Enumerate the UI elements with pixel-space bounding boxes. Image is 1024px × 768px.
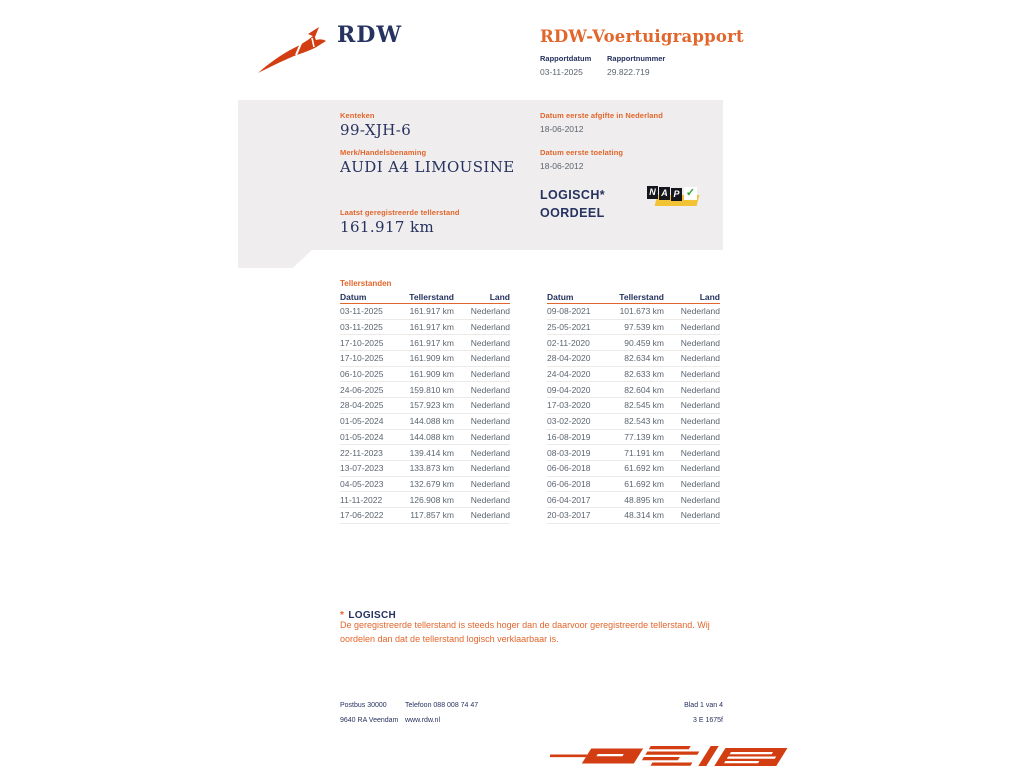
cell-datum: 24-04-2020 (547, 369, 591, 380)
table-row (547, 445, 720, 461)
vehicle-summary-box-tab (238, 250, 312, 268)
rdw-stripes-graphic (550, 744, 792, 768)
cell-datum: 03-11-2025 (340, 306, 383, 317)
table-row (340, 445, 510, 461)
nap-logo (647, 186, 699, 210)
footnote-asterisk: * (340, 610, 344, 621)
cell-datum: 06-06-2018 (547, 463, 591, 474)
cell-land: Nederland (470, 353, 510, 364)
table-row (547, 367, 720, 383)
table-row (547, 477, 720, 493)
cell-datum: 17-10-2025 (340, 337, 384, 348)
cell-land: Nederland (680, 400, 720, 411)
table-row (547, 414, 720, 430)
cell-datum: Datum (547, 291, 574, 302)
cell-tellerstand: 157.923 km (409, 400, 454, 411)
cell-datum: 24-06-2025 (340, 384, 384, 395)
report-number-value: 29.822.719 (607, 67, 650, 77)
cell-land: Nederland (470, 416, 510, 427)
nap-checkmark-icon: ✓ (685, 187, 696, 199)
toelating-value: 18-06-2012 (540, 161, 584, 171)
cell-tellerstand: 117.857 km (410, 510, 454, 521)
table-row (340, 304, 510, 320)
tellerstand-value: 161.917 km (340, 218, 435, 236)
table-row (547, 320, 720, 336)
cell-tellerstand: 71.191 km (624, 447, 664, 458)
cell-tellerstand: 144.088 km (409, 431, 454, 442)
cell-datum: 22-11-2023 (340, 447, 383, 458)
cell-tellerstand: 82.633 km (624, 369, 664, 380)
cell-datum: 01-05-2024 (340, 431, 384, 442)
report-date-label: Rapportdatum (540, 54, 592, 63)
cell-land: Nederland (470, 322, 510, 333)
cell-land: Nederland (680, 306, 720, 317)
cell-tellerstand: 159.810 km (409, 384, 454, 395)
cell-datum: 25-05-2021 (547, 322, 591, 333)
cell-datum: 02-11-2020 (547, 337, 590, 348)
cell-datum: 17-03-2020 (547, 400, 591, 411)
cell-tellerstand: 161.917 km (409, 322, 454, 333)
cell-tellerstand: 82.634 km (624, 353, 664, 364)
table-row (547, 508, 720, 524)
footer-website: www.rdw.nl (405, 717, 441, 724)
tellerstanden-table-left (340, 290, 510, 524)
table-row (547, 492, 720, 508)
cell-datum: 03-02-2020 (547, 416, 591, 427)
cell-datum: 17-06-2022 (340, 510, 384, 521)
cell-datum: 17-10-2025 (340, 353, 384, 364)
cell-land: Land (699, 291, 720, 302)
cell-land: Nederland (470, 306, 510, 317)
table-row (340, 461, 510, 477)
cell-tellerstand: 82.543 km (624, 416, 664, 427)
cell-datum: 13-07-2023 (340, 463, 384, 474)
cell-tellerstand: 144.088 km (409, 416, 454, 427)
table-row (340, 492, 510, 508)
cell-tellerstand: 139.414 km (409, 447, 454, 458)
afgifte-label: Datum eerste afgifte in Nederland (540, 111, 663, 120)
table-row (547, 398, 720, 414)
cell-land: Land (489, 291, 510, 302)
cell-tellerstand: 48.895 km (624, 494, 664, 505)
merk-value: AUDI A4 LIMOUSINE (340, 158, 515, 176)
cell-tellerstand: 82.545 km (624, 400, 664, 411)
cell-land: Nederland (470, 463, 510, 474)
table-row (547, 382, 720, 398)
cell-land: Nederland (470, 431, 510, 442)
cell-datum: 28-04-2020 (547, 353, 591, 364)
cell-land: Nederland (470, 337, 510, 348)
cell-tellerstand: 61.692 km (624, 478, 664, 489)
footnote-text: De geregistreerde tellerstand is steeds hoger dan de daarvoor geregistreerde tellerstand. Wij oordelen dan dat de tellerstand logisch verklaarbaar is. (340, 620, 710, 644)
cell-tellerstand: 61.692 km (624, 463, 664, 474)
cell-datum: 20-03-2017 (547, 510, 591, 521)
table-row (547, 461, 720, 477)
cell-tellerstand: 77.139 km (624, 431, 664, 442)
cell-tellerstand: 161.909 km (409, 353, 454, 364)
table-row (547, 351, 720, 367)
report-date-value: 03-11-2025 (540, 67, 583, 77)
nap-letter-a: A (659, 187, 670, 200)
cell-tellerstand: Tellerstand (619, 291, 664, 302)
toelating-label: Datum eerste toelating (540, 148, 624, 157)
cell-land: Nederland (470, 447, 510, 458)
report-title: RDW-Voertuigrapport (540, 27, 744, 46)
cell-datum: 01-05-2024 (340, 416, 384, 427)
cell-land: Nederland (680, 463, 720, 474)
table-row (340, 477, 510, 493)
table-row (340, 351, 510, 367)
cell-land: Nederland (680, 431, 720, 442)
tellerstanden-table-right (547, 290, 720, 524)
cell-land: Nederland (470, 384, 510, 395)
afgifte-value: 18-06-2012 (540, 124, 584, 134)
table-header-row (340, 290, 510, 304)
cell-land: Nederland (680, 353, 720, 364)
cell-land: Nederland (680, 510, 720, 521)
merk-label: Merk/Handelsbenaming (340, 148, 427, 157)
nap-letter-p: P (671, 188, 682, 201)
table-row (340, 382, 510, 398)
cell-land: Nederland (470, 494, 510, 505)
cell-datum: Datum (340, 291, 367, 302)
table-row (340, 414, 510, 430)
tellerstanden-heading: Tellerstanden (340, 279, 392, 288)
table-row (340, 508, 510, 524)
cell-datum: 06-06-2018 (547, 478, 591, 489)
table-row (547, 335, 720, 351)
cell-land: Nederland (680, 416, 720, 427)
footnote-title: LOGISCH (348, 610, 397, 621)
footer-form-code: 3 E 1675f (693, 717, 723, 724)
table-row (340, 367, 510, 383)
rdw-wordmark: RDW (337, 22, 403, 48)
cell-datum: 06-10-2025 (340, 369, 384, 380)
verdict-line2: OORDEEL (540, 206, 605, 220)
nap-letter-n: N (647, 186, 658, 199)
kenteken-label: Kenteken (340, 111, 375, 120)
cell-tellerstand: 161.917 km (409, 306, 454, 317)
cell-land: Nederland (680, 494, 720, 505)
cell-tellerstand: 97.539 km (624, 322, 664, 333)
cell-datum: 09-08-2021 (547, 306, 591, 317)
table-row (340, 335, 510, 351)
cell-datum: 28-04-2025 (340, 400, 384, 411)
table-row (340, 430, 510, 446)
report-number-label: Rapportnummer (607, 54, 666, 63)
cell-datum: 03-11-2025 (340, 322, 383, 333)
cell-tellerstand: 90.459 km (624, 337, 664, 348)
table-row (547, 430, 720, 446)
report-number-block (607, 54, 665, 77)
cell-tellerstand: 133.873 km (409, 463, 454, 474)
cell-land: Nederland (470, 510, 510, 521)
footer-phone: Telefoon 088 008 74 47 (405, 702, 479, 709)
cell-land: Nederland (680, 337, 720, 348)
cell-datum: 11-11-2022 (340, 494, 383, 505)
cell-datum: 09-04-2020 (547, 384, 591, 395)
cell-datum: 08-03-2019 (547, 447, 591, 458)
cell-land: Nederland (470, 369, 510, 380)
footer-address-line2: 9640 RA Veendam (340, 717, 399, 724)
cell-tellerstand: 132.679 km (409, 478, 454, 489)
table-row (340, 320, 510, 336)
kenteken-value: 99-XJH-6 (340, 121, 412, 139)
cell-land: Nederland (680, 478, 720, 489)
cell-land: Nederland (680, 384, 720, 395)
cell-land: Nederland (470, 400, 510, 411)
cell-land: Nederland (680, 447, 720, 458)
footer-contact (405, 698, 478, 728)
footer-meta (600, 698, 723, 728)
cell-land: Nederland (680, 369, 720, 380)
cell-land: Nederland (470, 478, 510, 489)
cell-tellerstand: 48.314 km (624, 510, 664, 521)
tellerstand-label: Laatst geregistreerde tellerstand (340, 208, 460, 217)
cell-tellerstand: 82.604 km (624, 384, 664, 395)
cell-datum: 16-08-2019 (547, 431, 591, 442)
report-date-block (540, 54, 591, 77)
cell-tellerstand: Tellerstand (409, 291, 454, 302)
cell-tellerstand: 161.917 km (409, 337, 454, 348)
table-row (340, 398, 510, 414)
table-header-row (547, 290, 720, 304)
footer-address (340, 698, 398, 728)
cell-datum: 06-04-2017 (547, 494, 591, 505)
rdw-logo-feather-icon (256, 26, 334, 76)
footer-page-number: Blad 1 van 4 (684, 702, 723, 709)
cell-tellerstand: 101.673 km (619, 306, 664, 317)
verdict-line1: LOGISCH* (540, 188, 606, 202)
cell-datum: 04-05-2023 (340, 478, 384, 489)
cell-tellerstand: 161.909 km (409, 369, 454, 380)
cell-tellerstand: 126.908 km (409, 494, 454, 505)
footer-address-line1: Postbus 30000 (340, 702, 387, 709)
table-row (547, 304, 720, 320)
cell-land: Nederland (680, 322, 720, 333)
